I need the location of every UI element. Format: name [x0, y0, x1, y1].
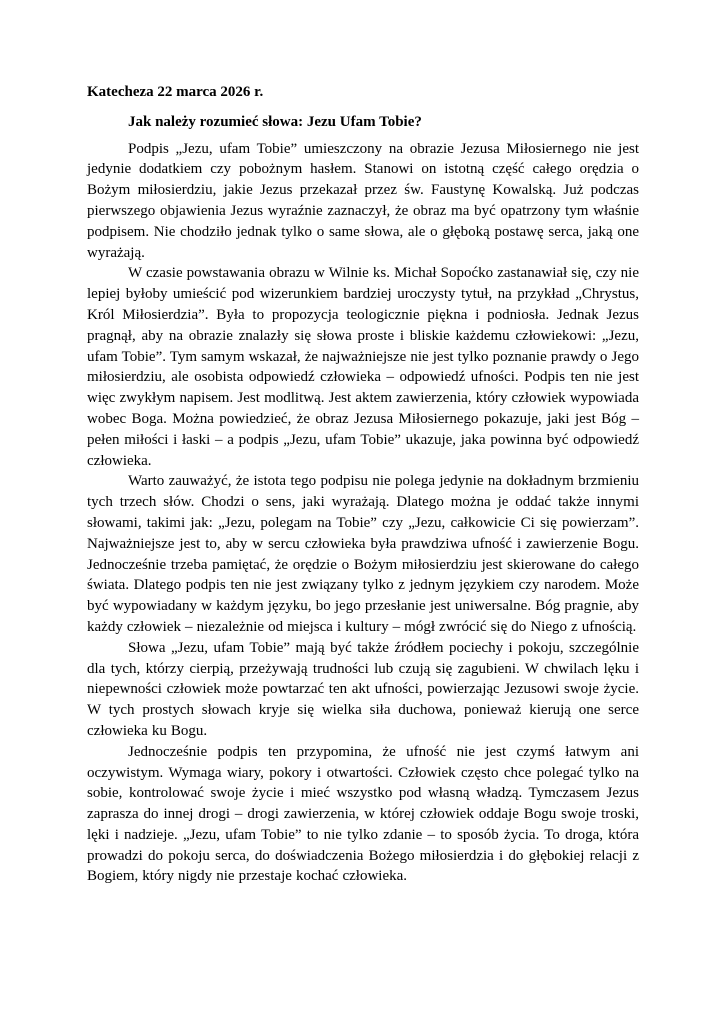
paragraph-2: W czasie powstawania obrazu w Wilnie ks. Michał Sopoćko zastanawiał się, czy nie lepiej byłoby umieścić pod wizerunkiem bardziej uroczysty tytuł, na przykład „Chrystus, Król Miłosierdzia”. Była to propozycja teologicznie piękna i podniosła. Jednak Jezus pragnął, aby na obrazie znalazły się słowa proste i bliskie każdemu człowiekowi: „Jezu, ufam Tobie”. Tym samym wskazał, że najważniejsze nie jest tylko poznanie prawdy o Jego miłosierdziu, ale osobista odpowiedź człowieka – odpowiedź ufności. Podpis ten nie jest więc zwykłym napisem. Jest modlitwą. Jest aktem zawierzenia, który człowiek wypowiada wobec Boga. Można powiedzieć, że obraz Jezusa Miłosiernego pokazuje, jaki jest Bóg – pełen miłości i łaski – a podpis „Jezu, ufam Tobie” ukazuje, jaka powinna być odpowiedź człowieka.: [87, 265, 639, 469]
paragraph-4: Słowa „Jezu, ufam Tobie” mają być także źródłem pociechy i pokoju, szczególnie dla tych, którzy cierpią, przeżywają trudności lub czują się zagubieni. W chwilach lęku i niepewności człowiek może powtarzać ten akt ufności, powierzając Jezusowi swoje życie. W tych prostych słowach kryje się wielka siła duchowa, ponieważ kierują one serce człowieka ku Bogu.: [87, 639, 639, 739]
paragraph-3: Warto zauważyć, że istota tego podpisu nie polega jedynie na dokładnym brzmieniu tych trzech słów. Chodzi o sens, jaki wyrażają. Dlatego można je oddać także innymi słowami, takimi jak: „Jezu, polegam na Tobie” czy „Jezu, całkowicie Ci się powierzam”. Najważniejsze jest to, aby w sercu człowieka była prawdziwa ufność i zawierzenie Bogu. Jednocześnie trzeba pamiętać, że orędzie o Bożym miłosierdziu jest skierowane do całego świata. Dlatego podpis ten nie jest związany tylko z jednym językiem czy narodem. Może być wypowiadany w każdym języku, bo jego przesłanie jest uniwersalne. Bóg pragnie, aby każdy człowiek – niezależnie od miejsca i kultury – mógł zwrócić się do Niego z ufnością.: [87, 473, 639, 635]
document-heading: Jak należy rozumieć słowa: Jezu Ufam Tobie?: [128, 113, 422, 130]
paragraph-1: Podpis „Jezu, ufam Tobie” umieszczony na obrazie Jezusa Miłosiernego nie jest jedynie dodatkiem czy pobożnym hasłem. Stanowi on istotną część całego orędzia o Bożym miłosierdziu, jakie Jezus przekazał przez św. Faustynę Kowalską. Już podczas pierwszego objawienia Jezus wyraźnie zaznaczył, że obraz ma być opatrzony tym właśnie podpisem. Nie chodziło jednak tylko o same słowa, ale o głęboką postawę serca, jaką one wyrażają.: [87, 140, 639, 261]
paragraph-5: Jednocześnie podpis ten przypomina, że ufność nie jest czymś łatwym ani oczywistym. Wymaga wiary, pokory i otwartości. Człowiek często chce polegać tylko na sobie, kontrolować swoje życie i mieć wszystko pod własną władzą. Tymczasem Jezus zaprasza do innej drogi – drogi zawierzenia, w której człowiek oddaje Bogu swoje troski, lęki i nadzieje. „Jezu, ufam Tobie” to nie tylko zdanie – to sposób życia. To droga, która prowadzi do pokoju serca, do doświadczenia Bożego miłosierdzia i do głębokiej relacji z Bogiem, który nigdy nie przestaje kochać człowieka.: [87, 743, 639, 885]
document-title: Katecheza 22 marca 2026 r.: [87, 84, 264, 100]
